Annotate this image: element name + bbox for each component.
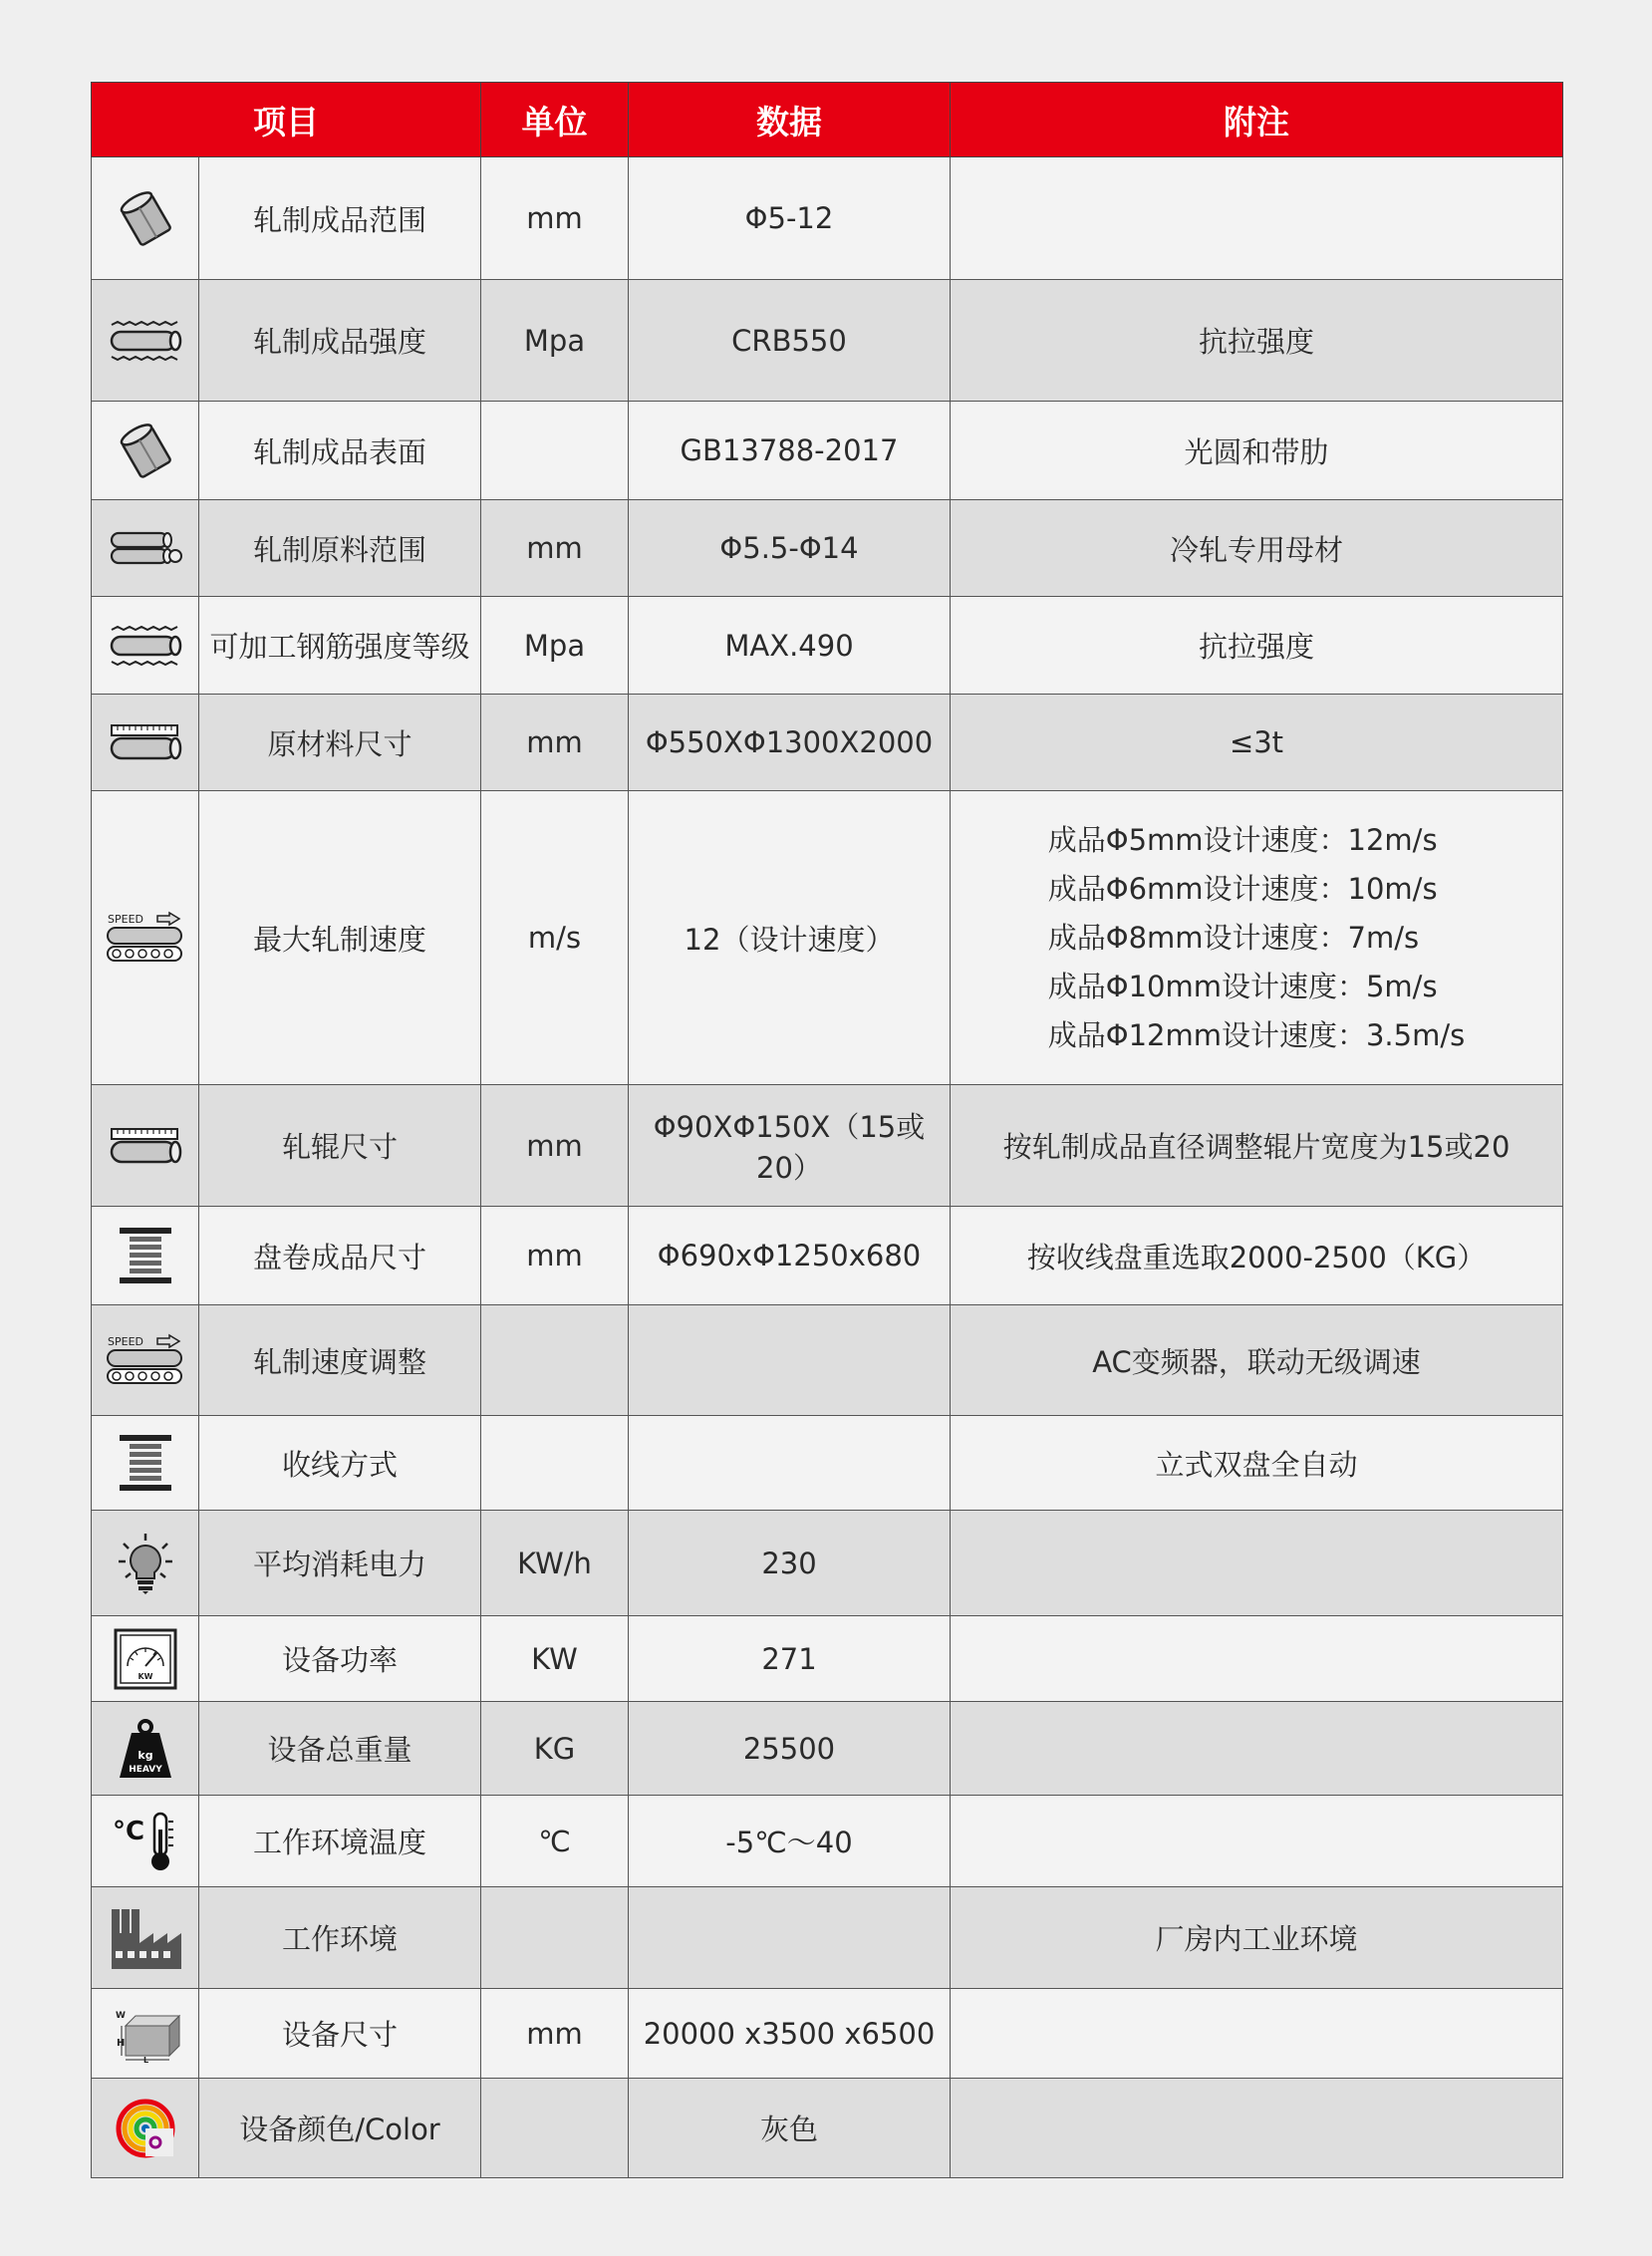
item-cell: 轧制成品范围 [199, 157, 481, 280]
row-icon-cell [92, 1511, 199, 1616]
unit-cell: Mpa [481, 280, 629, 402]
header-data: 数据 [629, 83, 951, 157]
svg-text:KW: KW [137, 1671, 153, 1681]
note-cell: ≤3t [951, 695, 1563, 791]
note-cell [951, 1702, 1563, 1796]
row-icon-cell [92, 280, 199, 402]
row-icon-cell [92, 1887, 199, 1989]
speed-note-line: 成品Φ12mm设计速度：3.5m/s [1047, 1017, 1466, 1052]
row-icon-cell [92, 157, 199, 280]
speed-note-line: 成品Φ5mm设计速度：12m/s [1047, 822, 1438, 857]
item-cell: 可加工钢筋强度等级 [199, 597, 481, 695]
coil-icon [118, 1226, 173, 1285]
item-cell: 工作环境温度 [199, 1796, 481, 1887]
data-cell: Φ5.5-Φ14 [629, 500, 951, 597]
svg-text:SPEED: SPEED [107, 913, 143, 926]
data-cell: Φ90XΦ150X（15或20） [629, 1085, 951, 1207]
table-row [92, 1416, 1563, 1511]
table-row [92, 1887, 1563, 1989]
table-row [92, 1702, 1563, 1796]
data-cell: 12（设计速度） [629, 791, 951, 1085]
row-icon-cell [92, 402, 199, 500]
factory-icon [110, 1905, 181, 1971]
item-cell: 原材料尺寸 [199, 695, 481, 791]
data-cell: 271 [629, 1616, 951, 1702]
table-row [92, 791, 1563, 1085]
data-cell: CRB550 [629, 280, 951, 402]
table-row [92, 157, 1563, 280]
speed-note-list [1048, 816, 1465, 1060]
note-cell [951, 2079, 1563, 2178]
table-row [92, 1616, 1563, 1702]
row-icon-cell [92, 791, 199, 1085]
note-cell: 厂房内工业环境 [951, 1887, 1563, 1989]
item-cell: 轧制原料范围 [199, 500, 481, 597]
item-cell: 收线方式 [199, 1416, 481, 1511]
note-cell [951, 1796, 1563, 1887]
row-icon-cell [92, 1616, 199, 1702]
light-bulb-icon [116, 1532, 175, 1595]
color-wheel-icon [116, 2099, 175, 2158]
unit-cell: mm [481, 1207, 629, 1305]
row-icon-cell [92, 500, 199, 597]
header-note: 附注 [951, 83, 1563, 157]
unit-cell: mm [481, 500, 629, 597]
item-cell: 最大轧制速度 [199, 791, 481, 1085]
unit-cell [481, 2079, 629, 2178]
row-icon-cell [92, 695, 199, 791]
weight-icon [118, 1718, 173, 1780]
svg-text:W: W [115, 2010, 126, 2021]
unit-cell [481, 1416, 629, 1511]
table-row [92, 2079, 1563, 2178]
table-row [92, 500, 1563, 597]
row-icon-cell [92, 1085, 199, 1207]
table-row [92, 1305, 1563, 1416]
row-icon-cell [92, 597, 199, 695]
row-icon-cell [92, 1796, 199, 1887]
unit-cell: Mpa [481, 597, 629, 695]
speed-conveyor-icon [106, 911, 185, 965]
steel-bar-icon [116, 186, 175, 250]
data-cell: Φ550XΦ1300X2000 [629, 695, 951, 791]
table-row [92, 1207, 1563, 1305]
row-icon-cell [92, 2079, 199, 2178]
unit-cell [481, 402, 629, 500]
unit-cell: mm [481, 1989, 629, 2079]
item-cell: 设备功率 [199, 1616, 481, 1702]
header-unit: 单位 [481, 83, 629, 157]
speed-note-line: 成品Φ8mm设计速度：7m/s [1047, 920, 1420, 955]
raw-bars-icon [108, 528, 183, 568]
unit-cell: mm [481, 157, 629, 280]
data-cell [629, 1416, 951, 1511]
item-cell: 盘卷成品尺寸 [199, 1207, 481, 1305]
data-cell: 25500 [629, 1702, 951, 1796]
note-cell [951, 157, 1563, 280]
note-cell: 按轧制成品直径调整辊片宽度为15或20 [951, 1085, 1563, 1207]
table-row [92, 597, 1563, 695]
data-cell: GB13788-2017 [629, 402, 951, 500]
row-icon-cell [92, 1207, 199, 1305]
table-row [92, 695, 1563, 791]
svg-text:H: H [116, 2037, 125, 2049]
unit-cell: ℃ [481, 1796, 629, 1887]
table-row [92, 1796, 1563, 1887]
row-icon-cell [92, 1416, 199, 1511]
table-row [92, 402, 1563, 500]
item-cell: 平均消耗电力 [199, 1511, 481, 1616]
table-row [92, 1511, 1563, 1616]
unit-cell [481, 1887, 629, 1989]
data-cell: 灰色 [629, 2079, 951, 2178]
item-cell: 设备尺寸 [199, 1989, 481, 2079]
svg-text:SPEED: SPEED [107, 1335, 143, 1348]
strength-bar-icon [108, 319, 183, 363]
note-cell: 光圆和带肋 [951, 402, 1563, 500]
row-icon-cell [92, 1702, 199, 1796]
unit-cell: KW [481, 1616, 629, 1702]
table-row [92, 1085, 1563, 1207]
spec-table [91, 82, 1563, 2178]
table-row [92, 280, 1563, 402]
unit-cell: mm [481, 1085, 629, 1207]
note-cell [951, 1616, 1563, 1702]
coil-icon [118, 1433, 173, 1493]
svg-text:HEAVY: HEAVY [128, 1764, 162, 1775]
data-cell: -5℃～40 [629, 1796, 951, 1887]
note-cell: 按收线盘重选取2000-2500（KG） [951, 1207, 1563, 1305]
unit-cell: KG [481, 1702, 629, 1796]
item-cell: 轧辊尺寸 [199, 1085, 481, 1207]
note-cell [951, 791, 1563, 1085]
note-cell: 抗拉强度 [951, 597, 1563, 695]
item-cell: 工作环境 [199, 1887, 481, 1989]
speed-conveyor-icon [106, 1333, 185, 1387]
row-icon-cell [92, 1305, 199, 1416]
unit-cell: mm [481, 695, 629, 791]
note-cell: 立式双盘全自动 [951, 1416, 1563, 1511]
header-item: 项目 [92, 83, 481, 157]
table-row [92, 1989, 1563, 2079]
item-cell: 设备颜色/Color [199, 2079, 481, 2178]
unit-cell: KW/h [481, 1511, 629, 1616]
data-cell: Φ5-12 [629, 157, 951, 280]
item-cell: 设备总重量 [199, 1702, 481, 1796]
note-cell: 冷轧专用母材 [951, 500, 1563, 597]
note-cell [951, 1511, 1563, 1616]
note-cell [951, 1989, 1563, 2079]
data-cell: Φ690xΦ1250x680 [629, 1207, 951, 1305]
dimensions-box-icon [108, 2004, 183, 2064]
row-icon-cell [92, 1989, 199, 2079]
data-cell: MAX.490 [629, 597, 951, 695]
ruler-bar-icon [108, 1126, 183, 1166]
data-cell [629, 1887, 951, 1989]
item-cell: 轧制速度调整 [199, 1305, 481, 1416]
data-cell [629, 1305, 951, 1416]
svg-text:L: L [142, 2055, 148, 2064]
ruler-bar-icon [108, 722, 183, 762]
speed-note-line: 成品Φ6mm设计速度：10m/s [1047, 871, 1438, 906]
unit-cell: m/s [481, 791, 629, 1085]
speed-note-line: 成品Φ10mm设计速度：5m/s [1047, 969, 1438, 1003]
item-cell: 轧制成品表面 [199, 402, 481, 500]
thermometer-icon [113, 1810, 178, 1873]
item-cell: 轧制成品强度 [199, 280, 481, 402]
svg-text:kg: kg [137, 1748, 153, 1762]
unit-cell [481, 1305, 629, 1416]
header-row [92, 83, 1563, 157]
strength-bar-icon [108, 624, 183, 668]
note-cell: 抗拉强度 [951, 280, 1563, 402]
data-cell: 230 [629, 1511, 951, 1616]
power-meter-icon [114, 1628, 177, 1690]
data-cell: 20000 x3500 x6500 [629, 1989, 951, 2079]
note-cell: AC变频器，联动无级调速 [951, 1305, 1563, 1416]
steel-bar-icon [116, 419, 175, 482]
svg-text:°C: °C [112, 1816, 144, 1846]
